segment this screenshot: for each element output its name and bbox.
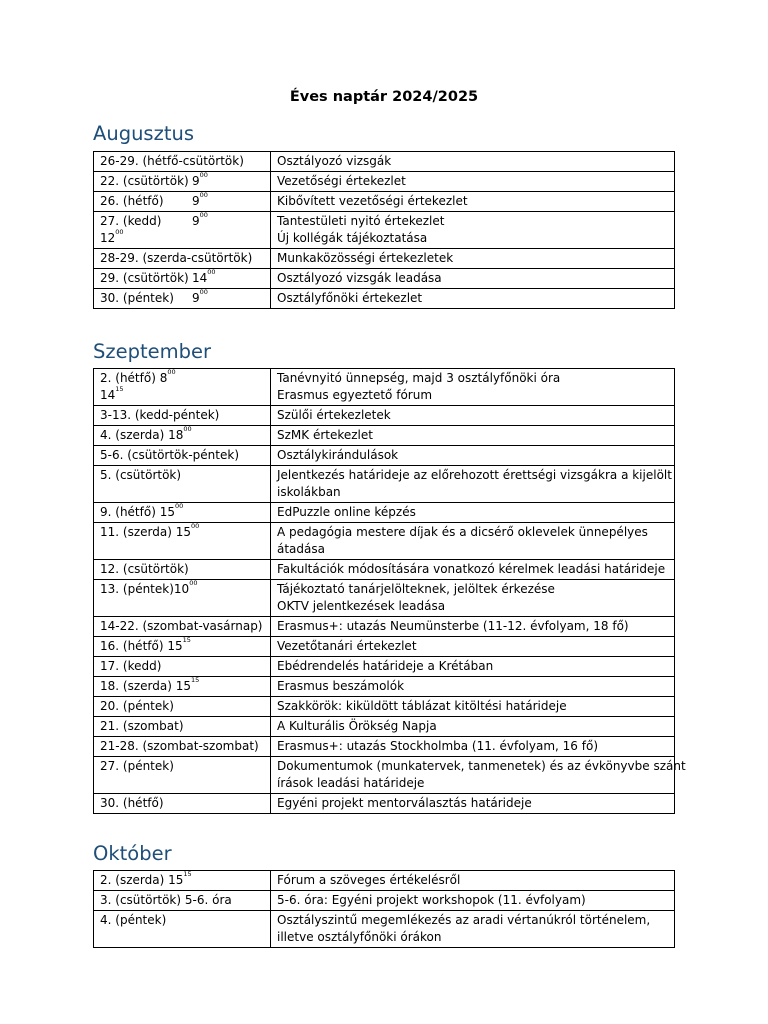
table-row (94, 617, 675, 637)
month-heading-augusztus: Augusztus (93, 122, 194, 145)
event-cell: Osztályfőnöki értekezlet (271, 289, 675, 309)
date-cell: 13. $(péntek)10^{00}$ (94, 580, 271, 617)
date-cell: 5-6. (csütörtök-péntek) (94, 446, 271, 466)
date-cell: 27. (kedd) $9^{00}$ $12^{00}$ (94, 212, 271, 249)
event-cell: A pedagógia mestere díjak és a dicsérő oklevelek ünnepélyes átadása (271, 523, 675, 560)
table-row (94, 192, 675, 212)
date-cell: 26-29. (hétfő-csütörtök) (94, 152, 271, 172)
event-cell: Erasmus beszámolók (271, 677, 675, 697)
table-row (94, 737, 675, 757)
table-row (94, 503, 675, 523)
table-row (94, 911, 675, 948)
event-cell: Vezetőségi értekezlet (271, 172, 675, 192)
date-cell: 11. (szerda) $15^{00}$ (94, 523, 271, 560)
table-row (94, 269, 675, 289)
event-cell: Jelentkezés határideje az előrehozott érettségi vizsgákra a kijelölt iskolákban (271, 466, 675, 503)
table-row (94, 152, 675, 172)
event-cell: 5-6. óra: Egyéni projekt workshopok (11. évfolyam) (271, 891, 675, 911)
event-cell: Egyéni projekt mentorválasztás határideje (271, 794, 675, 814)
page-title: Éves naptár 2024/2025 (289, 89, 479, 105)
event-cell: Kibővített vezetőségi értekezlet (271, 192, 675, 212)
table-row (94, 406, 675, 426)
event-cell: Ebédrendelés határideje a Krétában (271, 657, 675, 677)
table-row (94, 466, 675, 503)
calendar-table-augusztus (93, 151, 675, 309)
event-cell: Tájékoztató tanárjelölteknek, jelöltek érkezése OKTV jelentkezések leadása (271, 580, 675, 617)
date-cell: 4. (péntek) (94, 911, 271, 948)
date-cell: 22. (csütörtök) $9^{00}$ (94, 172, 271, 192)
event-cell: Dokumentumok (munkatervek, tanmenetek) és az évkönyvbe szánt írások leadási határideje (271, 757, 675, 794)
date-cell: 2. (szerda) $15^{15}$ (94, 871, 271, 891)
date-cell: 16. (hétfő) $15^{15}$ (94, 637, 271, 657)
event-cell: Osztályozó vizsgák (271, 152, 675, 172)
table-row (94, 871, 675, 891)
table-row (94, 523, 675, 560)
table-row (94, 249, 675, 269)
table-row (94, 172, 675, 192)
date-cell: 21-28. (szombat-szombat) (94, 737, 271, 757)
date-cell: 3. (csütörtök) 5-6. óra (94, 891, 271, 911)
date-cell: 9. (hétfő) $15^{00}$ (94, 503, 271, 523)
date-cell: 26. (hétfő) $9^{00}$ (94, 192, 271, 212)
date-cell: 30. (péntek) $9^{00}$ (94, 289, 271, 309)
table-row (94, 677, 675, 697)
date-cell: 20. (péntek) (94, 697, 271, 717)
table-row (94, 697, 675, 717)
event-cell: Szakkörök: kiküldött táblázat kitöltési határideje (271, 697, 675, 717)
date-cell: 2. (hétfő) $8^{00}$ $14^{15}$ (94, 369, 271, 406)
table-row (94, 212, 675, 249)
calendar-table-oktober (93, 870, 675, 948)
event-cell: SzMK értekezlet (271, 426, 675, 446)
event-cell: Szülői értekezletek (271, 406, 675, 426)
event-cell: A Kulturális Örökség Napja (271, 717, 675, 737)
event-cell: Fórum a szöveges értékelésről (271, 871, 675, 891)
date-cell: 12. (csütörtök) (94, 560, 271, 580)
table-row (94, 560, 675, 580)
table-row (94, 794, 675, 814)
table-row (94, 657, 675, 677)
date-cell: 4. (szerda) $18^{00}$ (94, 426, 271, 446)
date-cell: 17. (kedd) (94, 657, 271, 677)
month-heading-oktober: Október (93, 842, 172, 865)
table-row (94, 426, 675, 446)
table-row (94, 891, 675, 911)
date-cell: 5. (csütörtök) (94, 466, 271, 503)
month-heading-szeptember: Szeptember (93, 340, 212, 363)
event-cell: Osztálykirándulások (271, 446, 675, 466)
event-cell: Fakultációk módosítására vonatkozó kérelmek leadási határideje (271, 560, 675, 580)
table-row (94, 757, 675, 794)
table-row (94, 637, 675, 657)
event-cell: Vezetőtanári értekezlet (271, 637, 675, 657)
event-cell: Osztályszintű megemlékezés az aradi vértanúkról történelem, illetve osztályfőnöki órákon (271, 911, 675, 948)
event-cell: Tantestületi nyitó értekezlet Új kollégák tájékoztatása (271, 212, 675, 249)
event-cell: Munkaközösségi értekezletek (271, 249, 675, 269)
date-cell: 29. (csütörtök) $14^{00}$ (94, 269, 271, 289)
event-cell: Erasmus+: utazás Neumünsterbe (11-12. évfolyam, 18 fő) (271, 617, 675, 637)
date-cell: 14-22. (szombat-vasárnap) (94, 617, 271, 637)
table-row (94, 580, 675, 617)
date-cell: 27. (péntek) (94, 757, 271, 794)
date-cell: 3-13. (kedd-péntek) (94, 406, 271, 426)
table-row (94, 289, 675, 309)
event-cell: Erasmus+: utazás Stockholmba (11. évfolyam, 16 fő) (271, 737, 675, 757)
event-cell: EdPuzzle online képzés (271, 503, 675, 523)
date-cell: 30. (hétfő) (94, 794, 271, 814)
calendar-table-szeptember (93, 368, 686, 814)
event-cell: Osztályozó vizsgák leadása (271, 269, 675, 289)
table-row (94, 717, 675, 737)
date-cell: 18. (szerda) $15^{15}$ (94, 677, 271, 697)
event-cell: Tanévnyitó ünnepség, majd 3 osztályfőnöki óra Erasmus egyeztető fórum (271, 369, 675, 406)
table-row (94, 369, 675, 406)
date-cell: 21. (szombat) (94, 717, 271, 737)
date-cell: 28-29. (szerda-csütörtök) (94, 249, 271, 269)
table-row (94, 446, 675, 466)
